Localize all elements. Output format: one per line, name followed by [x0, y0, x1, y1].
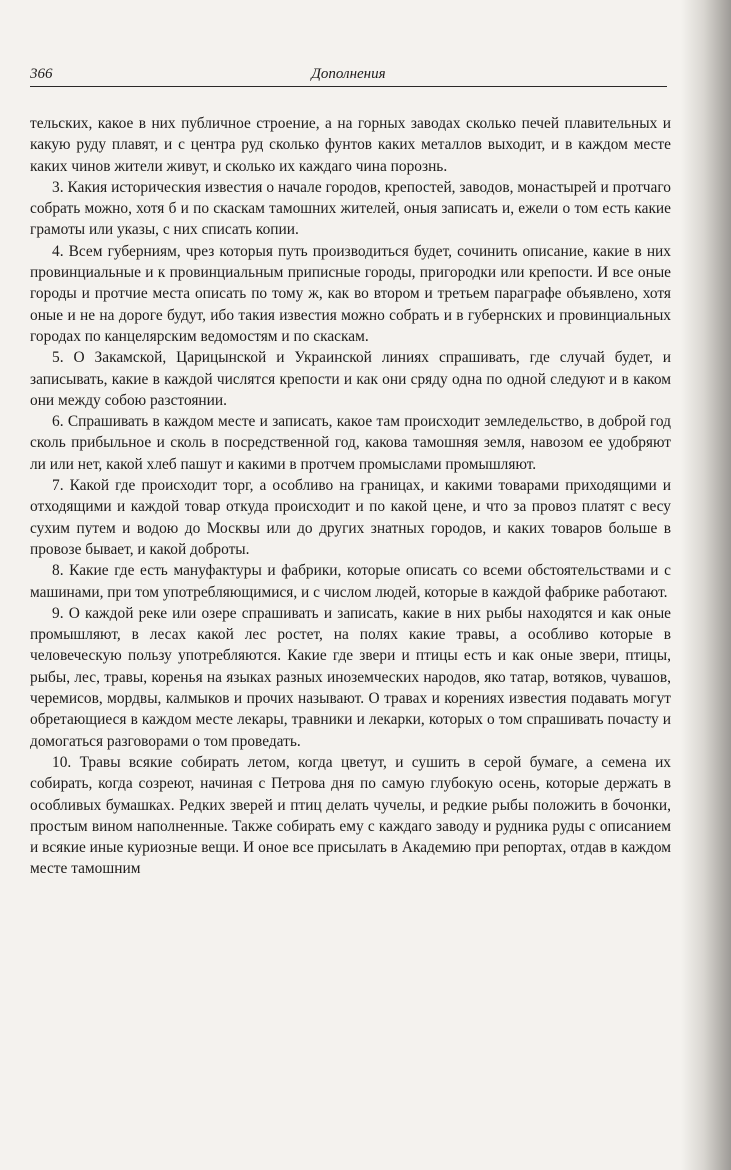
paragraph-5: 5. О Закамской, Царицынской и Украинской линиях спрашивать, где случай будет, и записывать, какие в каждой числятся крепости и как они сряду одна по одной следуют и в каком они между собою разстоянии. — [30, 349, 671, 409]
paragraph-10: 10. Травы всякие собирать летом, когда цветут, и сушить в серой бумаге, а семена их собирать, когда созреют, начиная с Петрова дня по самую глубокую осень, которые держать в особливых бумашках. Редких зверей и птиц делать чучелы, и редкие рыбы положить в бочонки, простым вином наполненные. Также собирать ему с каждаго заводу и рудника руды с описанием и всякие иные куриозные вещи. И оное все присылать в Академию при репортах, отдав в каждом месте тамошним — [30, 753, 671, 878]
paragraph-7: 7. Какой где происходит торг, а особливо на границах, и какими товарами приходящими и отходящими и каждой товар откуда происходит и по какой цене, и что за провоз платят с весу сухим путем и водою до Москвы или до других знатных городов, и каких товаров больше в провозе бывает, и какой доброты. — [30, 477, 671, 558]
paragraph-9: 9. О каждой реке или озере спрашивать и записать, какие в них рыбы находятся и как оные промышляют, в лесах какой лес ростет, на полях какие травы, а особливо которые в человеческую пользу употребляются. Какие где звери и птицы есть и как оные звери, птицы, рыбы, лес, травы, коренья на языках разных иноземческих народов, яко татар, вотяков, чувашов, черемисов, мордвы, калмыков и прочих называют. О травах и корениях известия подавать могут обретающиеся в каждом месте лекары, травники и лекарки, которых о том спрашивать почасту и домогаться разговорами о том проведать. — [30, 604, 671, 750]
body-text — [30, 113, 671, 880]
paragraph-6: 6. Спрашивать в каждом месте и записать, какое там происходит земледельство, в доброй год сколь прибыльное и сколь в посредственной год, какова тамошняя земля, навозом ее удобряют ли или нет, какой хлеб пашут и какими в протчем промыслами промышляют. — [30, 413, 671, 473]
page-header — [30, 64, 667, 87]
page-number: 366 — [30, 66, 53, 82]
paragraph-8: 8. Какие где есть мануфактуры и фабрики, которые описать со всеми обстоятельствами и с машинами, при том употребляющимися, и с числом людей, которые в каждой фабрике работают. — [30, 562, 671, 601]
paragraph-4: 4. Всем губерниям, чрез которыя путь производиться будет, сочинить описание, какие в них провинциальные и к провинциальным приписные городы, пригородки или крепости. И все оные городы и протчие места описать по тому ж, как во втором и третьем параграфе объявлено, хотя оные и не на дороге будут, ибо такия известия можно собрать и в губернских и провинциальных городах по канцелярским ведомостям и по скаскам. — [30, 242, 671, 345]
running-head: Дополнения — [311, 66, 386, 82]
paragraph-3: 3. Какия историческия известия о начале городов, крепостей, заводов, монастырей и протчаго собрать можно, хотя б и по скаскам тамошних жителей, оныя записать и, ежели о том есть какие грамоты или указы, с них списать копии. — [30, 178, 671, 239]
paragraph-continuation: тельских, какое в них публичное строение, а на горных заводах сколько печей плавительных и какую руду плавят, и с центра руд сколько фунтов каких металлов выходит, и в каждом месте каких чинов жители живут, и сколько их каждаго чина порознь. — [30, 115, 671, 175]
page-edge-shadow — [681, 0, 731, 1170]
